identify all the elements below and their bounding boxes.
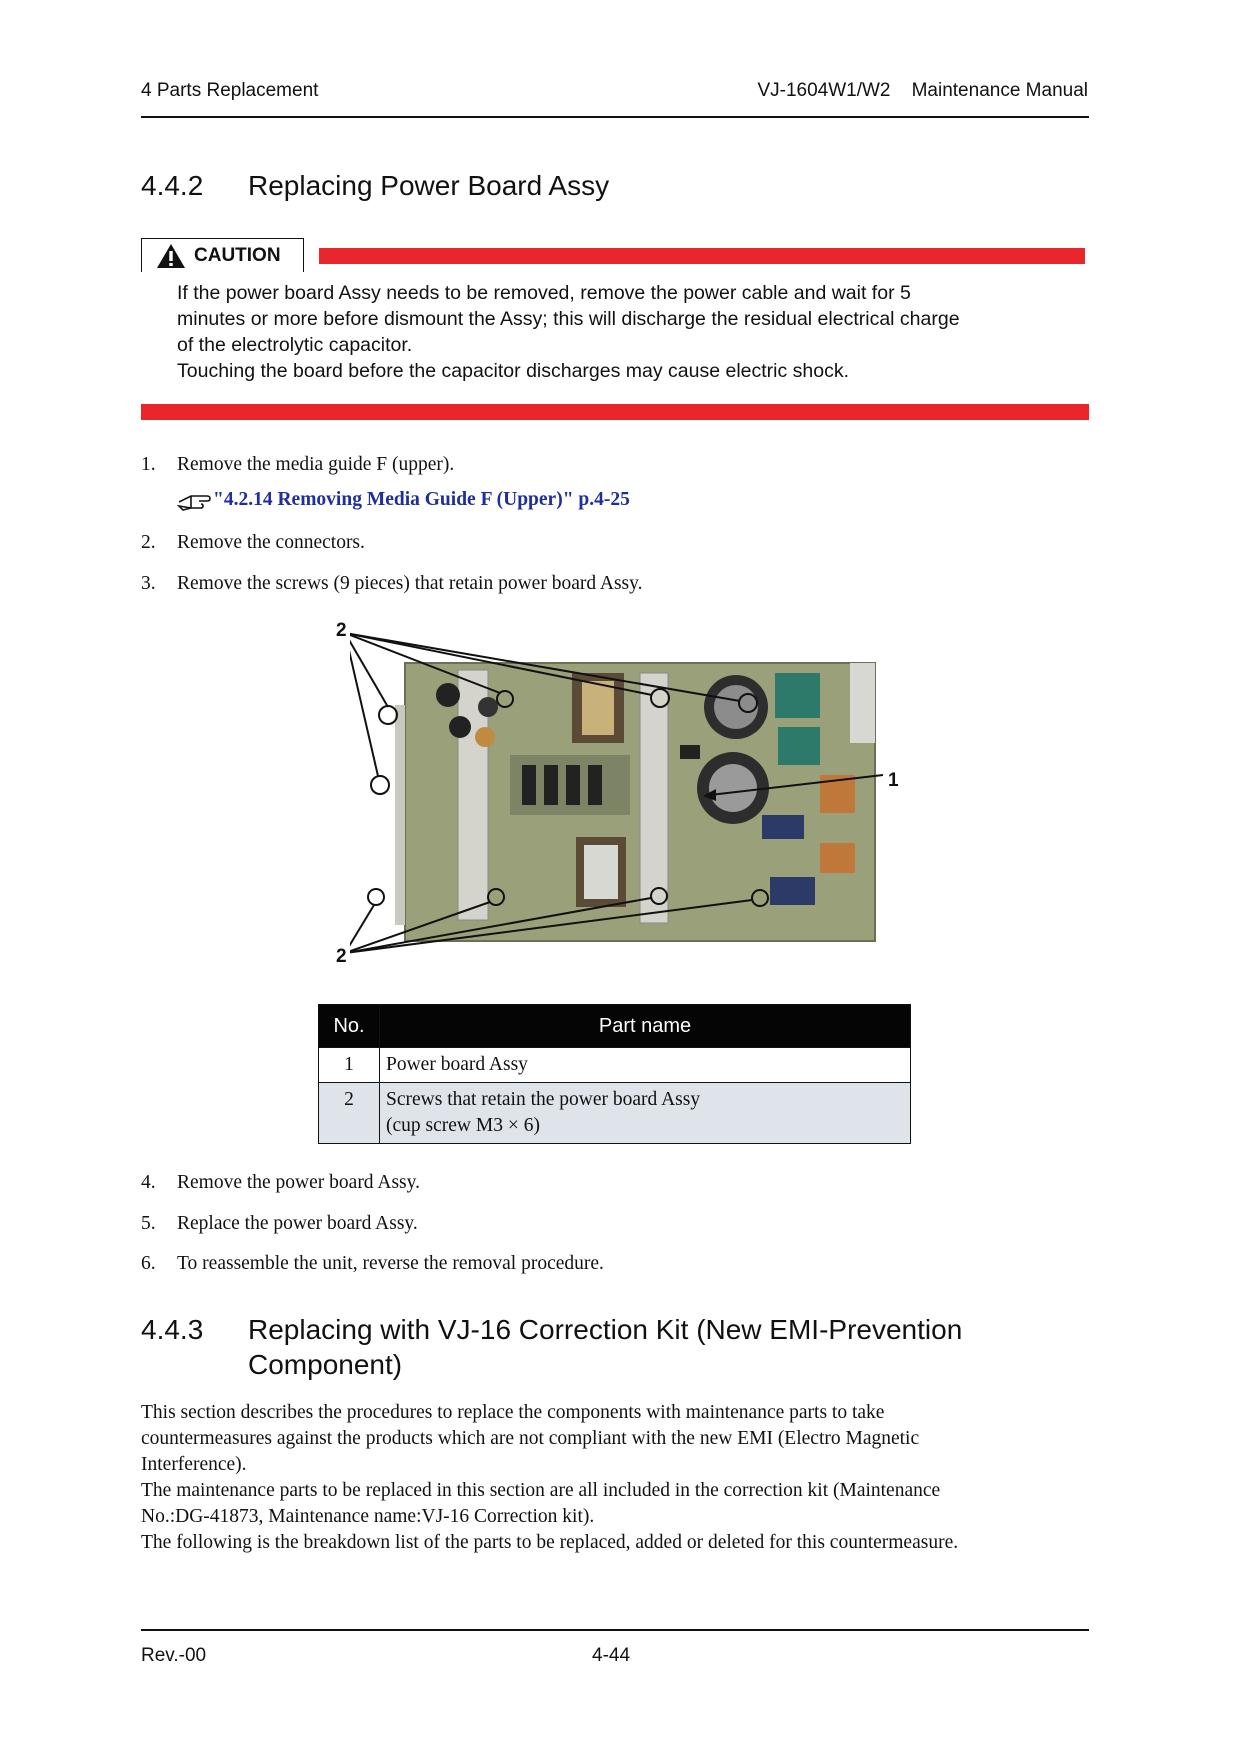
header-rule [141,116,1089,118]
step-number: 4. [141,1172,156,1193]
body-line: The following is the breakdown list of the parts to be replaced, added or deleted for this countermeasure. [141,1532,959,1553]
body-line: Interference). [141,1454,247,1475]
step-number: 2. [141,532,156,553]
caution-bottom-bar [141,404,1089,420]
caution-label-box [141,238,304,272]
warning-triangle-icon [156,243,186,269]
cell-part-name [380,1048,911,1083]
footer-page-number: 4-44 [592,1645,631,1666]
step-number: 3. [141,573,156,594]
section-body [141,1400,1089,1556]
caution-label: CAUTION [194,244,281,266]
cross-reference-link[interactable] [177,488,630,512]
part-name-spec: (cup screw M3 × 6) [386,1115,540,1136]
parts-table [318,1004,911,1144]
part-name-text: Power board Assy [386,1054,528,1075]
step-item [141,571,643,597]
section-number: 4.4.3 [141,1314,204,1345]
caution-line: Touching the board before the capacitor discharges may cause electric shock. [177,360,850,382]
section-title: Replacing Power Board Assy [248,170,610,201]
section-title-line: Component) [248,1349,403,1380]
section-heading-443 [141,1312,1089,1384]
step-item [141,452,454,478]
cell-no: 1 [319,1048,380,1083]
body-line: This section describes the procedures to replace the components with maintenance parts to take [141,1402,885,1423]
pointing-hand-icon [177,488,213,512]
section-title [248,1312,1028,1382]
footer-rule [141,1629,1089,1631]
cell-no: 2 [319,1083,380,1144]
body-line: No.:DG-41873, Maintenance name:VJ-16 Correction kit). [141,1506,595,1527]
step-text: Remove the screws (9 pieces) that retain power board Assy. [177,573,643,594]
section-heading-442 [141,168,1089,204]
table-header-row [319,1005,911,1048]
caution-line: If the power board Assy needs to be removed, remove the power cable and wait for 5 [177,282,911,304]
power-board-figure [350,615,910,975]
cell-part-name [380,1083,911,1144]
caution-line: of the electrolytic capacitor. [177,334,413,356]
footer-revision: Rev.-00 [141,1645,207,1666]
table-row [319,1048,911,1083]
header-manual-title: VJ-1604W1/W2 Maintenance Manual [757,80,1088,101]
header-section: 4 Parts Replacement [141,80,319,101]
step-item [141,530,365,556]
step-item [141,1251,604,1277]
caution-message [177,280,1077,384]
column-header-no: No. [319,1005,380,1048]
step-item [141,1170,420,1196]
section-number: 4.4.2 [141,170,204,201]
table-row [319,1083,911,1144]
step-item [141,1211,418,1237]
caution-line: minutes or more before dismount the Assy; this will discharge the residual electrical charge [177,308,960,330]
step-text: Remove the power board Assy. [177,1172,420,1193]
step-text: Remove the connectors. [177,532,365,553]
step-text: Remove the media guide F (upper). [177,454,455,475]
callout-label-screws-bottom: 2 [336,946,347,967]
caution-top-bar [319,248,1085,264]
reference-text[interactable]: "4.2.14 Removing Media Guide F (Upper)" p.4-25 [213,489,630,510]
column-header-part-name: Part name [380,1005,911,1048]
callout-label-screws-top: 2 [336,620,347,641]
step-number: 5. [141,1213,156,1234]
part-name-text: Screws that retain the power board Assy [386,1089,701,1110]
body-line: countermeasures against the products which are not compliant with the new EMI (Electro Magnetic [141,1428,920,1449]
step-text: To reassemble the unit, reverse the removal procedure. [177,1253,604,1274]
step-number: 6. [141,1253,156,1274]
step-number: 1. [141,454,156,475]
section-title-line: Replacing with VJ-16 Correction Kit (New EMI-Prevention [248,1314,963,1345]
callout-label-board: 1 [888,770,899,791]
body-line: The maintenance parts to be replaced in this section are all included in the correction kit (Maintenance [141,1480,941,1501]
step-text: Replace the power board Assy. [177,1213,418,1234]
